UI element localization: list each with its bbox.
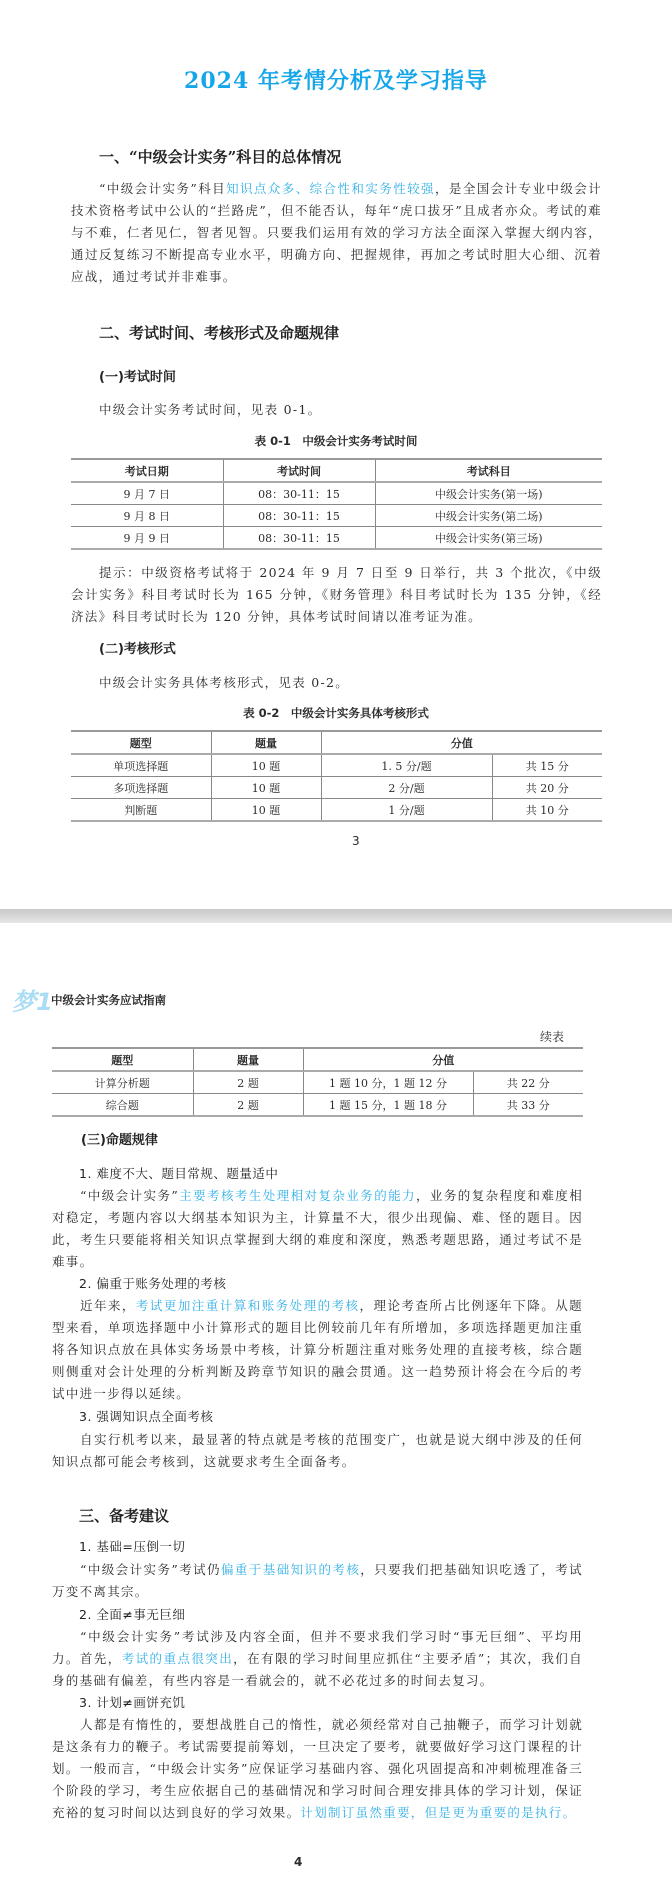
exam-hint-paragraph: 提示：中级资格考试将于 2024 年 9 月 7 日至 9 日举行，共 3 个批次，《中级会计实务》科目考试时长为 165 分钟，《财务管理》科目考试时长为 135 分钟，《经济法》科目考试时长为 120 分钟，具体考试时间请以准考证为准。 — [71, 565, 602, 624]
table-row — [71, 527, 602, 550]
table-cell: 1. 5 分/题 — [321, 754, 492, 777]
subheading-exam-time: (一)考试时间 — [99, 370, 176, 385]
table-cell: 综合题 — [52, 1094, 193, 1117]
text-segment: ，理论考查所占比例逐年下降。从题型来看，单项选择题中小计算形式的题目比例较前几年有所增加，多项选择题更加注重将各知识点放在具体实务场景中考核，计算分析题注重对账务处理的直接考核，综合题则侧重对会计处理的分析判断及跨章节知识的融会贯通。这一趋势预计将会在今后的考试中进一步得以延续。 — [52, 1298, 583, 1401]
text-segment: 近年来， — [80, 1298, 136, 1313]
page-number: 4 — [294, 1855, 303, 1869]
table-header-row — [71, 731, 602, 754]
highlighted-text: 考试的重点很突出 — [121, 1651, 234, 1666]
table-header-row — [52, 1048, 583, 1071]
text-segment: 人都是有惰性的，要想战胜自己的惰性，就必须经常对自己抽鞭子，而学习计划就是这条有力的鞭子。考试需要提前筹划，一旦决定了要考，就要做好学习这门课程的计划。一般而言，“中级会计实务”应保证学习基础内容、强化巩固提高和冲刺梳理准备三个阶段的学习，考生应依据自己的基础情况和学习时间合理安排具体的学习计划，保证充裕的复习时间以达到良好的学习效果。 — [52, 1717, 583, 1820]
text-segment: ，在有限的学习时间里应抓住“主要矛盾”；其次，我们自身的基础有偏差，有些内容是一看就会的，就不必花过多的时间去复习。 — [52, 1651, 583, 1688]
section-heading-exam: 二、考试时间、考核形式及命题规律 — [99, 324, 340, 342]
table-cell: 1 题 10 分，1 题 12 分 — [303, 1071, 473, 1094]
table-cell: 10 题 — [211, 754, 321, 777]
table-row — [71, 482, 602, 505]
highlighted-text: 主要考核考生处理相对复杂业务的能力 — [179, 1188, 416, 1203]
text-segment: ，只要我们把基础知识吃透了，考试万变不离其宗。 — [52, 1562, 583, 1599]
table-header: 考试时间 — [223, 459, 375, 482]
table-header: 题量 — [193, 1048, 303, 1071]
advice1-title: 1. 基础=压倒一切 — [79, 1539, 186, 1554]
advice3-title: 3. 计划≠画饼充饥 — [79, 1695, 186, 1710]
table-row — [52, 1071, 583, 1094]
table-header: 题量 — [211, 731, 321, 754]
table-cell: 9 月 8 日 — [71, 505, 223, 527]
advice3-paragraph — [52, 1714, 583, 1824]
table-row — [71, 777, 602, 799]
text-segment: “中级会计实务”科目 — [99, 181, 227, 196]
rule1-paragraph — [52, 1185, 583, 1273]
subheading-exam-format: (二)考核形式 — [99, 642, 176, 657]
highlighted-text: 知识点众多、综合性和实务性较强 — [226, 181, 435, 196]
running-header: 中级会计实务应试指南 — [51, 993, 166, 1007]
exam-format-table — [71, 730, 602, 822]
table-cell: 1 题 15 分，1 题 18 分 — [303, 1094, 473, 1117]
table-cell: 计算分析题 — [52, 1071, 193, 1094]
table-header: 分值 — [321, 731, 602, 754]
table-cell: 08：30-11：15 — [223, 527, 375, 550]
advice1-paragraph — [52, 1559, 583, 1603]
book-logo-icon: 梦1 — [12, 988, 53, 1016]
text-segment: 自实行机考以来，最显著的特点就是考核的范围变广，也就是说大纲中涉及的任何知识点都可能会考核到，这就要求考生全面备考。 — [52, 1432, 583, 1469]
text-segment: ，业务的复杂程度和难度相对稳定，考题内容以大纲基本知识为主，计算量不大，很少出现偏、难、怪的题目。因此，考生只要能将相关知识点掌握到大纲的难度和深度，熟悉考题思路，通过考试不是难事。 — [52, 1188, 583, 1269]
rule1-title: 1. 难度不大、题目常规、题量适中 — [79, 1166, 279, 1181]
rule3-paragraph — [52, 1429, 583, 1473]
page-separator — [0, 909, 672, 923]
table-cell: 08：30-11：15 — [223, 505, 375, 527]
exam-time-table — [71, 458, 602, 550]
document-title: 2024 年考情分析及学习指导 — [184, 68, 488, 94]
subheading-question-patterns: (三)命题规律 — [81, 1133, 158, 1148]
highlighted-text: 偏重于基础知识的考核 — [220, 1562, 361, 1577]
table-cell: 2 题 — [193, 1094, 303, 1117]
table-cell: 10 题 — [211, 777, 321, 799]
table-cell: 10 题 — [211, 799, 321, 822]
page-number: 3 — [352, 834, 360, 848]
table-row — [71, 505, 602, 527]
table-header: 考试科目 — [375, 459, 602, 482]
table-cell: 2 分/题 — [321, 777, 492, 799]
table-cell: 9 月 9 日 — [71, 527, 223, 550]
rule2-title: 2. 偏重于账务处理的考核 — [79, 1276, 227, 1291]
table-cell: 单项选择题 — [71, 754, 211, 777]
rule3-title: 3. 强调知识点全面考核 — [79, 1409, 214, 1424]
table-cell: 2 题 — [193, 1071, 303, 1094]
highlighted-text: 计划制订虽然重要，但是更为重要的是执行。 — [300, 1805, 577, 1820]
table-cell: 判断题 — [71, 799, 211, 822]
highlighted-text: 考试更加注重计算和账务处理的考核 — [135, 1298, 360, 1313]
table-cell: 多项选择题 — [71, 777, 211, 799]
exam-format-text: 中级会计实务具体考核形式，见表 0-2。 — [99, 675, 350, 690]
table-cell: 9 月 7 日 — [71, 482, 223, 505]
table-cell: 共 22 分 — [473, 1071, 583, 1094]
table-header: 题型 — [71, 731, 211, 754]
table-cell: 1 分/题 — [321, 799, 492, 822]
advice2-title: 2. 全面≠事无巨细 — [79, 1607, 186, 1622]
table-cell: 08：30-11：15 — [223, 482, 375, 505]
table-row — [52, 1094, 583, 1117]
table-row — [71, 754, 602, 777]
section-heading-overview: 一、“中级会计实务”科目的总体情况 — [99, 148, 342, 166]
rule2-paragraph — [52, 1295, 583, 1405]
table-cell: 共 15 分 — [492, 754, 602, 777]
advice2-paragraph — [52, 1626, 583, 1692]
text-segment: “中级会计实务”考试仍 — [80, 1562, 221, 1577]
text-segment: “中级会计实务” — [80, 1188, 180, 1203]
table-cell: 中级会计实务(第一场) — [375, 482, 602, 505]
table-cell: 共 33 分 — [473, 1094, 583, 1117]
table2-caption: 表 0-2 中级会计实务具体考核形式 — [243, 706, 429, 720]
table-row — [71, 799, 602, 822]
text-segment: ，是全国会计专业中级会计技术资格考试中公认的“拦路虎”，但不能否认，每年“虎口拔牙”且成者亦众。考试的难与不难，仁者见仁，智者见智。只要我们运用有效的学习方法全面深入掌握大纲内容，通过反复练习不断提高专业水平，明确方向、把握规律，再加之考试时胆大心细、沉着应战，通过考试并非难事。 — [71, 181, 602, 284]
exam-time-text: 中级会计实务考试时间，见表 0-1。 — [99, 402, 322, 417]
exam-format-table-continued — [52, 1047, 583, 1117]
table-header: 分值 — [303, 1048, 583, 1071]
table-cell: 中级会计实务(第二场) — [375, 505, 602, 527]
text-segment: “中级会计实务”考试涉及内容全面，但并不要求我们学习时“事无巨细”、平均用力。首先， — [52, 1629, 583, 1666]
table-cell: 共 20 分 — [492, 777, 602, 799]
continued-table-label: 续表 — [540, 1030, 565, 1044]
table-cell: 共 10 分 — [492, 799, 602, 822]
table-header-row — [71, 459, 602, 482]
table-cell: 中级会计实务(第三场) — [375, 527, 602, 550]
overview-paragraph — [71, 178, 602, 288]
table-header: 考试日期 — [71, 459, 223, 482]
table-header: 题型 — [52, 1048, 193, 1071]
section-heading-advice: 三、备考建议 — [79, 1507, 170, 1525]
table1-caption: 表 0-1 中级会计实务考试时间 — [254, 434, 418, 448]
